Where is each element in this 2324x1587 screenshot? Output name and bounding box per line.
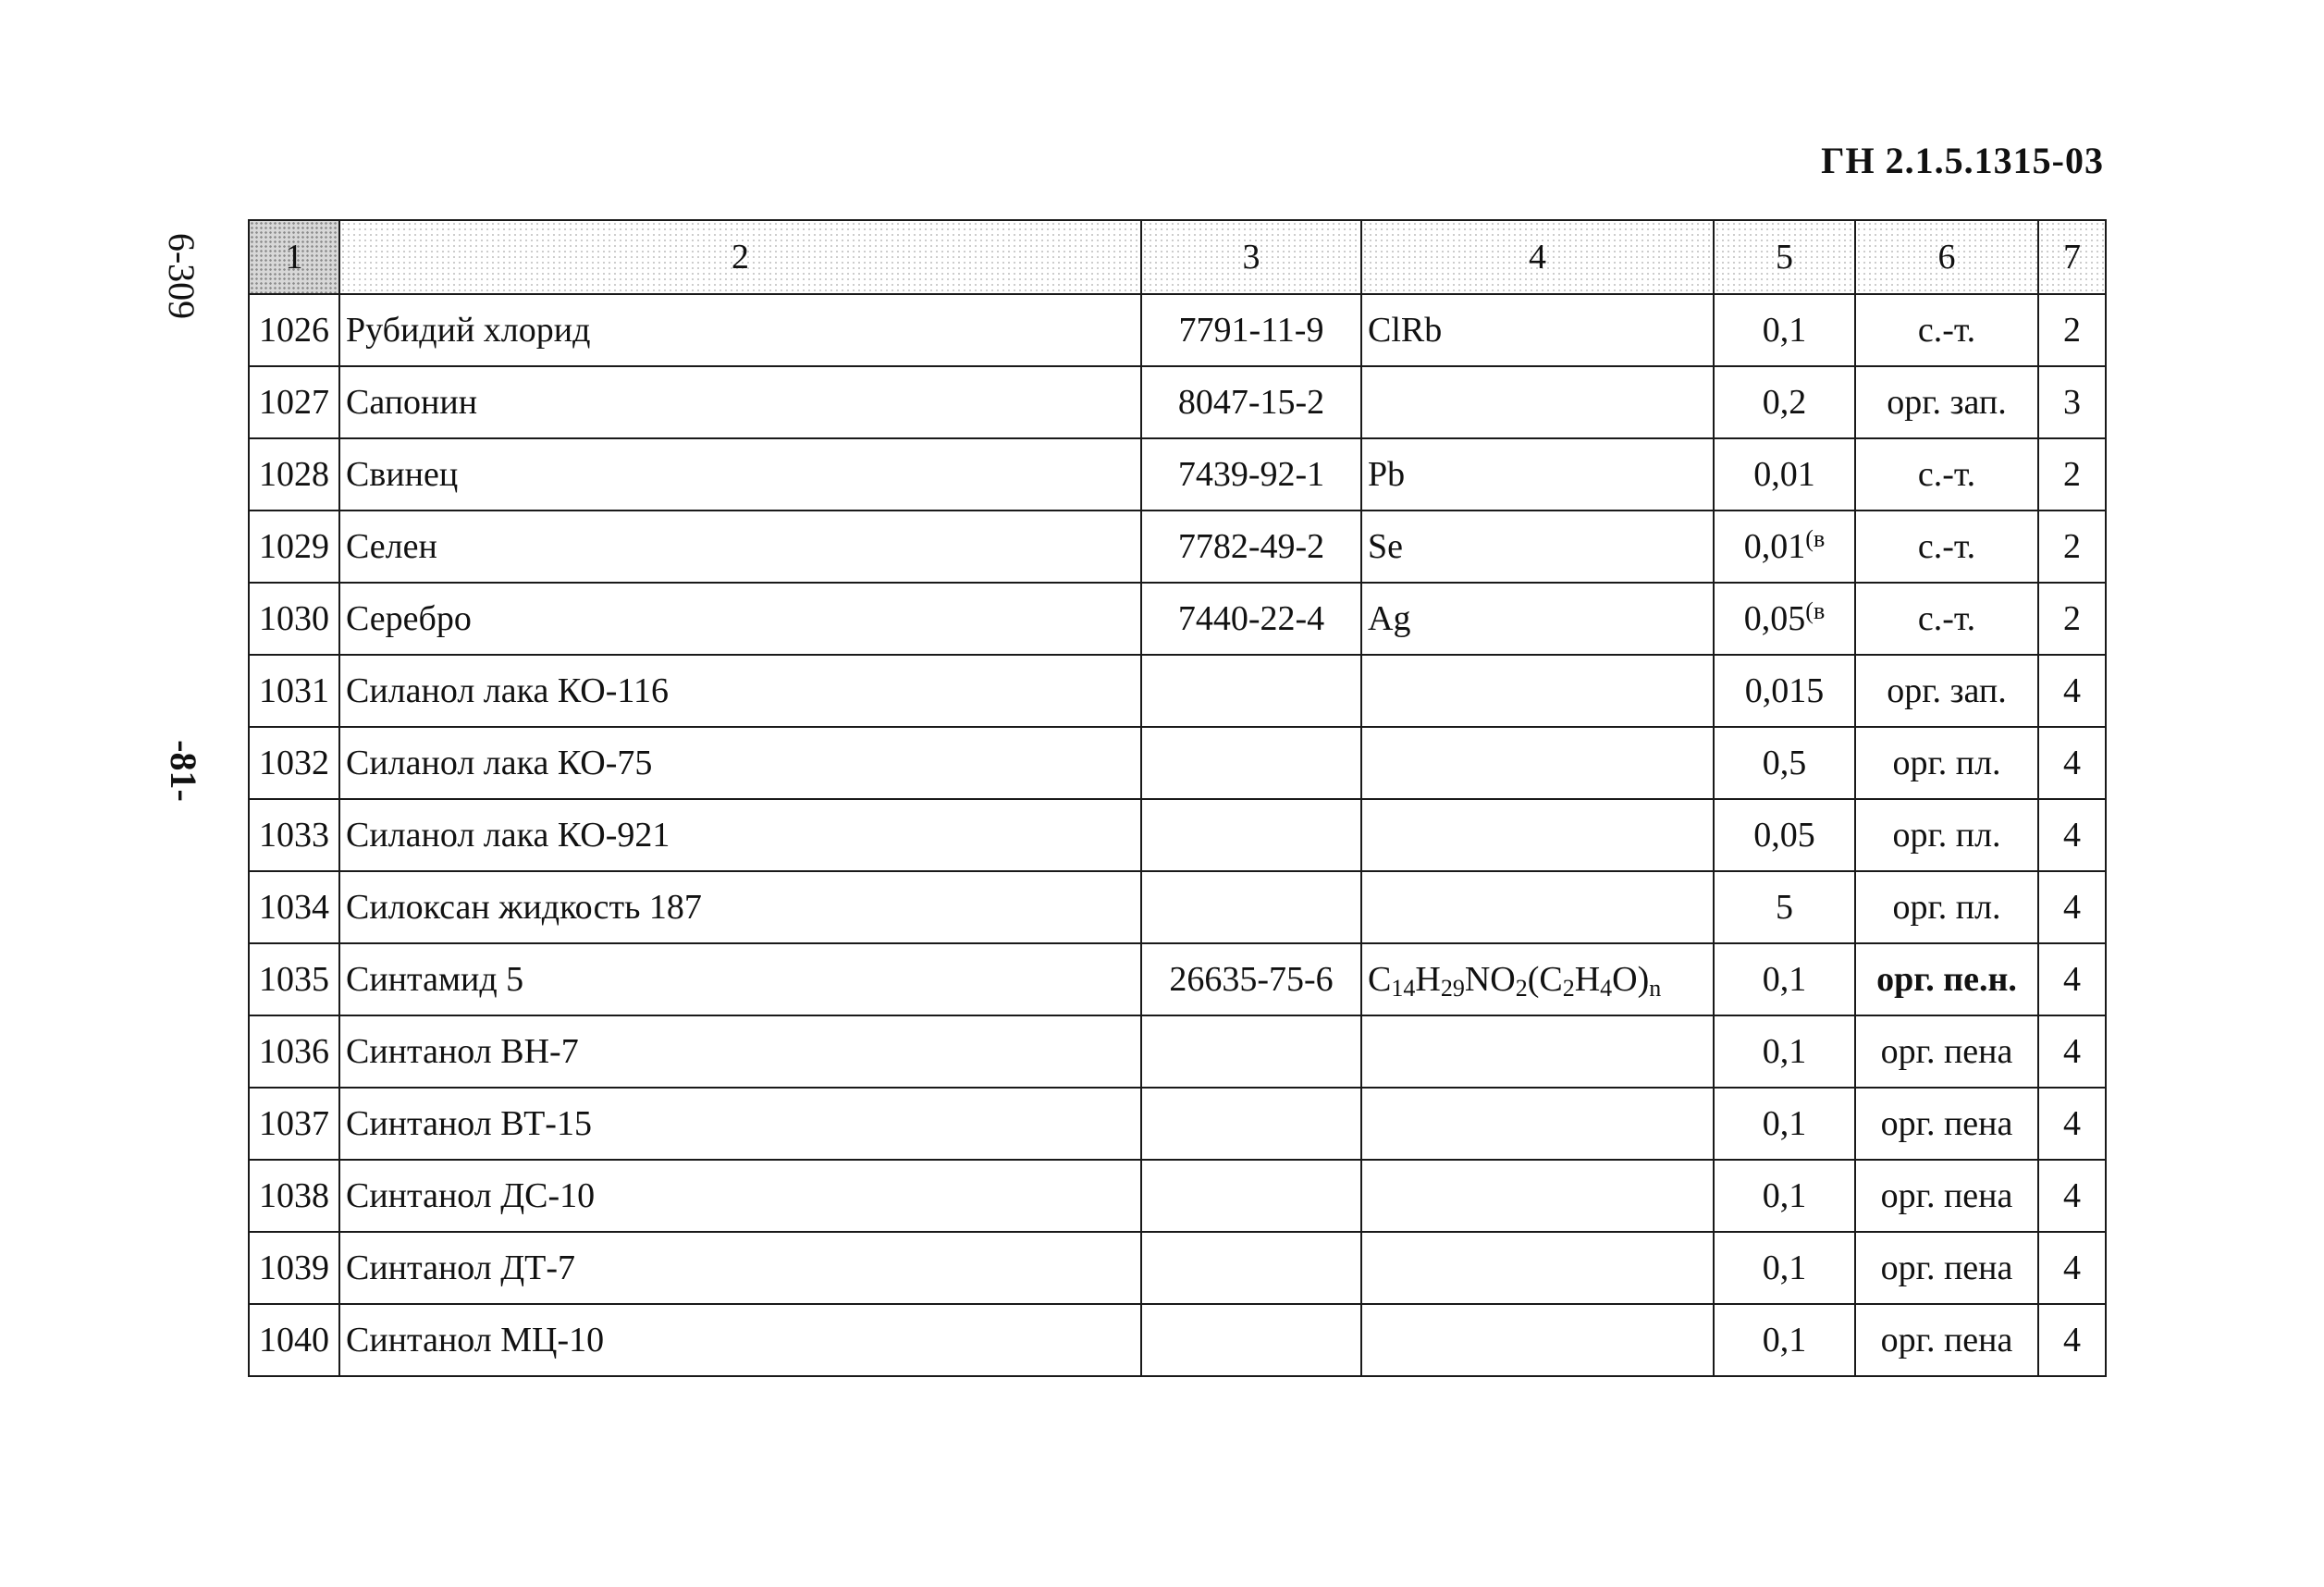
side-batch-number: 6-309 xyxy=(161,232,203,320)
row-number-cell: 1037 xyxy=(249,1088,339,1160)
row-number-cell: 1028 xyxy=(249,438,339,511)
norm-value-cell xyxy=(1714,1232,1855,1304)
hazard-class-cell: 2 xyxy=(2038,294,2106,366)
norm-value-text: 0,5 xyxy=(1762,744,1807,782)
table-row xyxy=(249,1160,2106,1232)
table-row xyxy=(249,799,2106,871)
formula-cell: Ag xyxy=(1361,583,1714,655)
norm-value-cell xyxy=(1714,655,1855,727)
table-row xyxy=(249,871,2106,943)
row-number-cell: 1029 xyxy=(249,511,339,583)
norm-value-mark: (в xyxy=(1805,525,1826,552)
substance-name-cell: Синтанол ДТ-7 xyxy=(339,1232,1141,1304)
header-cell: 5 xyxy=(1714,220,1855,294)
norm-value-cell xyxy=(1714,438,1855,511)
norm-value-cell xyxy=(1714,294,1855,366)
hazard-sign-cell: с.-т. xyxy=(1855,511,2038,583)
formula-cell xyxy=(1361,727,1714,799)
substance-name-cell: Синтанол ВН-7 xyxy=(339,1015,1141,1088)
row-number-cell: 1036 xyxy=(249,1015,339,1088)
substance-name-cell: Синтанол ДС-10 xyxy=(339,1160,1141,1232)
cas-number-cell xyxy=(1141,1015,1361,1088)
formula-cell: ClRb xyxy=(1361,294,1714,366)
row-number-cell: 1038 xyxy=(249,1160,339,1232)
formula-cell xyxy=(1361,799,1714,871)
hazard-sign-cell: орг. пена xyxy=(1855,1160,2038,1232)
cas-number-cell: 7440-22-4 xyxy=(1141,583,1361,655)
formula-part: C xyxy=(1368,960,1392,999)
norm-value-cell xyxy=(1714,511,1855,583)
hazard-class-cell: 4 xyxy=(2038,1160,2106,1232)
hazard-sign-cell: орг. пена xyxy=(1855,1015,2038,1088)
norm-value-cell xyxy=(1714,366,1855,438)
hazard-class-cell: 4 xyxy=(2038,1088,2106,1160)
cas-number-cell xyxy=(1141,1304,1361,1376)
table-row xyxy=(249,1232,2106,1304)
cas-number-cell: 26635-75-6 xyxy=(1141,943,1361,1015)
formula-part: 2 xyxy=(1562,975,1575,1002)
header-cell: 6 xyxy=(1855,220,2038,294)
hazard-sign-cell: орг. пена xyxy=(1855,1304,2038,1376)
hazard-class-cell: 4 xyxy=(2038,1304,2106,1376)
table-row xyxy=(249,511,2106,583)
hazard-class-cell: 3 xyxy=(2038,366,2106,438)
norm-value-cell xyxy=(1714,1160,1855,1232)
table-row xyxy=(249,1088,2106,1160)
table-row xyxy=(249,583,2106,655)
table-row xyxy=(249,294,2106,366)
row-number-cell: 1033 xyxy=(249,799,339,871)
norm-value-cell xyxy=(1714,1304,1855,1376)
formula-cell xyxy=(1361,1015,1714,1088)
norm-value-text: 5 xyxy=(1776,888,1793,927)
hazard-sign-cell: с.-т. xyxy=(1855,294,2038,366)
row-number-cell: 1040 xyxy=(249,1304,339,1376)
formula-part: 29 xyxy=(1440,975,1465,1002)
cas-number-cell xyxy=(1141,1088,1361,1160)
norm-value-cell xyxy=(1714,943,1855,1015)
norm-value-cell xyxy=(1714,583,1855,655)
side-page-number: -81- xyxy=(162,740,204,802)
norm-value-text: 0,1 xyxy=(1762,1032,1807,1071)
norm-value-text: 0,01 xyxy=(1753,455,1815,494)
formula-cell: Se xyxy=(1361,511,1714,583)
norm-value-cell xyxy=(1714,799,1855,871)
substance-name-cell: Рубидий хлорид xyxy=(339,294,1141,366)
row-number-cell: 1031 xyxy=(249,655,339,727)
header-cell: 2 xyxy=(339,220,1141,294)
formula-part: 4 xyxy=(1600,975,1613,1002)
row-number-cell: 1039 xyxy=(249,1232,339,1304)
formula-cell: Pb xyxy=(1361,438,1714,511)
formula-cell xyxy=(1361,1160,1714,1232)
formula-cell xyxy=(1361,655,1714,727)
cas-number-cell xyxy=(1141,655,1361,727)
formula-part: NO xyxy=(1464,960,1516,999)
hazard-sign-cell: орг. пл. xyxy=(1855,727,2038,799)
norm-value-cell xyxy=(1714,871,1855,943)
substance-name-cell: Силоксан жидкость 187 xyxy=(339,871,1141,943)
norm-value-text: 0,01 xyxy=(1743,527,1806,566)
row-number-cell: 1027 xyxy=(249,366,339,438)
header-row xyxy=(249,220,2106,294)
hazard-class-cell: 2 xyxy=(2038,511,2106,583)
formula-part: n xyxy=(1649,975,1662,1002)
header-cell: 4 xyxy=(1361,220,1714,294)
hazard-class-cell: 4 xyxy=(2038,727,2106,799)
norm-value-text: 0,2 xyxy=(1762,383,1807,422)
substance-name-cell: Серебро xyxy=(339,583,1141,655)
formula-part: O) xyxy=(1612,960,1650,999)
hazard-sign-cell: орг. зап. xyxy=(1855,366,2038,438)
hazard-class-cell: 4 xyxy=(2038,655,2106,727)
norm-value-text: 0,05 xyxy=(1753,816,1815,855)
cas-number-cell: 7439-92-1 xyxy=(1141,438,1361,511)
norm-value-cell xyxy=(1714,1015,1855,1088)
table-row xyxy=(249,1304,2106,1376)
formula-cell xyxy=(1361,1304,1714,1376)
row-number-cell: 1032 xyxy=(249,727,339,799)
formula-part: H xyxy=(1415,960,1441,999)
hazard-sign-cell: орг. зап. xyxy=(1855,655,2038,727)
hazard-sign-cell: с.-т. xyxy=(1855,438,2038,511)
formula-cell xyxy=(1361,943,1714,1015)
substance-name-cell: Силанол лака КО-921 xyxy=(339,799,1141,871)
row-number-cell: 1026 xyxy=(249,294,339,366)
substance-name-cell: Синтанол МЦ-10 xyxy=(339,1304,1141,1376)
norm-value-text: 0,1 xyxy=(1762,1249,1807,1287)
substance-name-cell: Селен xyxy=(339,511,1141,583)
hazard-sign-cell: с.-т. xyxy=(1855,583,2038,655)
table-row xyxy=(249,655,2106,727)
hazard-sign-cell: орг. пе.н. xyxy=(1855,943,2038,1015)
norm-value-text: 0,05 xyxy=(1743,599,1806,638)
cas-number-cell xyxy=(1141,1232,1361,1304)
formula-part: 14 xyxy=(1391,975,1416,1002)
table-body xyxy=(249,294,2106,1376)
hazard-class-cell: 4 xyxy=(2038,1015,2106,1088)
formula-part: (C xyxy=(1527,960,1563,999)
norm-value-text: 0,1 xyxy=(1762,960,1807,999)
formula-part: 2 xyxy=(1515,975,1528,1002)
hazard-sign-cell: орг. пена xyxy=(1855,1088,2038,1160)
hazard-class-cell: 2 xyxy=(2038,583,2106,655)
row-number-cell: 1035 xyxy=(249,943,339,1015)
formula-cell xyxy=(1361,366,1714,438)
hazard-class-cell: 4 xyxy=(2038,799,2106,871)
substance-name-cell: Синтанол ВТ-15 xyxy=(339,1088,1141,1160)
norm-value-text: 0,1 xyxy=(1762,1321,1807,1359)
norm-value-text: 0,015 xyxy=(1744,671,1825,710)
hazard-sign-cell: орг. пл. xyxy=(1855,799,2038,871)
substance-name-cell: Силанол лака КО-116 xyxy=(339,655,1141,727)
hazard-sign-cell: орг. пл. xyxy=(1855,871,2038,943)
norm-value-text: 0,1 xyxy=(1762,311,1807,350)
hazard-sign-cell: орг. пена xyxy=(1855,1232,2038,1304)
table-row xyxy=(249,943,2106,1015)
norm-value-mark: (в xyxy=(1805,597,1826,624)
table-row xyxy=(249,366,2106,438)
cas-number-cell xyxy=(1141,1160,1361,1232)
header-cell: 1 xyxy=(249,220,339,294)
formula-cell xyxy=(1361,1232,1714,1304)
header-cell: 7 xyxy=(2038,220,2106,294)
formula-part: H xyxy=(1574,960,1601,999)
header-cell: 3 xyxy=(1141,220,1361,294)
cas-number-cell: 8047-15-2 xyxy=(1141,366,1361,438)
norm-value-cell xyxy=(1714,1088,1855,1160)
cas-number-cell xyxy=(1141,727,1361,799)
norm-value-cell xyxy=(1714,727,1855,799)
document-code: ГН 2.1.5.1315-03 xyxy=(1821,140,2104,181)
cas-number-cell xyxy=(1141,871,1361,943)
norm-value-text: 0,1 xyxy=(1762,1104,1807,1143)
formula-cell xyxy=(1361,871,1714,943)
substance-name-cell: Силанол лака КО-75 xyxy=(339,727,1141,799)
hazard-class-cell: 4 xyxy=(2038,871,2106,943)
substance-name-cell: Синтамид 5 xyxy=(339,943,1141,1015)
substance-table xyxy=(248,219,2105,1377)
substance-name-cell: Свинец xyxy=(339,438,1141,511)
substance-name-cell: Сапонин xyxy=(339,366,1141,438)
table-row xyxy=(249,438,2106,511)
hazard-class-cell: 4 xyxy=(2038,943,2106,1015)
table-row xyxy=(249,727,2106,799)
cas-number-cell: 7791-11-9 xyxy=(1141,294,1361,366)
cas-number-cell xyxy=(1141,799,1361,871)
hazard-class-cell: 2 xyxy=(2038,438,2106,511)
row-number-cell: 1034 xyxy=(249,871,339,943)
cas-number-cell: 7782-49-2 xyxy=(1141,511,1361,583)
table-row xyxy=(249,1015,2106,1088)
formula-cell xyxy=(1361,1088,1714,1160)
row-number-cell: 1030 xyxy=(249,583,339,655)
norm-value-text: 0,1 xyxy=(1762,1176,1807,1215)
hazard-class-cell: 4 xyxy=(2038,1232,2106,1304)
